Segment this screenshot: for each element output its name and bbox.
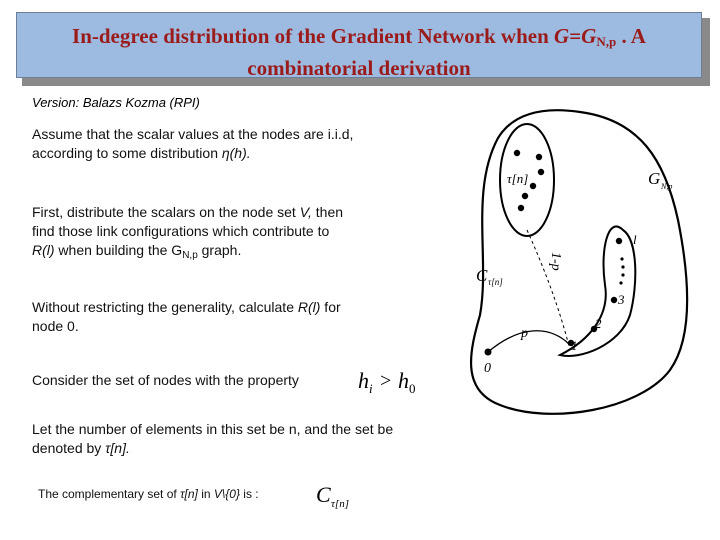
node-l-label: l xyxy=(633,232,637,247)
p2-Rl: R(l) xyxy=(32,242,55,258)
p1-line2: according to some distribution xyxy=(32,145,222,161)
slide-title xyxy=(16,12,702,78)
tau-node xyxy=(514,150,520,156)
paragraph-complementary xyxy=(38,485,259,504)
p2-e: graph. xyxy=(197,242,242,258)
version-author: Balazs Kozma xyxy=(82,95,166,110)
graph-label: G xyxy=(648,169,661,188)
paragraph-let xyxy=(32,420,452,458)
ellipsis-dot xyxy=(619,281,622,284)
version-label: Version: xyxy=(32,95,83,110)
title-g2: G xyxy=(581,24,597,48)
tau-node xyxy=(518,205,524,211)
complement-label: C xyxy=(476,266,488,285)
formula-i: i xyxy=(369,381,373,396)
node-0-label: 0 xyxy=(484,361,491,376)
p2-a: First, distribute the scalars on the node set xyxy=(32,204,300,220)
title-g2-sub: N,p xyxy=(596,34,617,49)
title-g1: G xyxy=(554,24,570,48)
node-3-label: 3 xyxy=(618,292,625,307)
formula-c-tau-n xyxy=(314,482,364,514)
ellipsis-dot xyxy=(621,265,624,268)
tau-node xyxy=(530,183,536,189)
title-eq: = xyxy=(569,24,582,48)
p1-line1: Assume that the scalar values at the nodes are i.i.d, xyxy=(32,126,354,142)
node-l xyxy=(616,238,622,244)
p6-V: V\{0} xyxy=(213,487,240,501)
version-line xyxy=(32,95,200,110)
formula-Csub: τ[n] xyxy=(331,498,349,510)
formula-hi-gt-h0 xyxy=(356,366,426,396)
node-0 xyxy=(485,349,492,356)
formula-zero: 0 xyxy=(409,381,416,396)
formula-gt: > xyxy=(380,370,392,392)
ellipsis-dot xyxy=(621,273,624,276)
p2-d: when building the G xyxy=(54,242,183,258)
p6-c: is : xyxy=(239,487,259,501)
ellipsis-dot xyxy=(620,257,623,260)
p3-a: Without restricting the generality, calculate xyxy=(32,299,298,315)
node-3 xyxy=(611,297,617,303)
p3-node: node 0. xyxy=(32,318,79,334)
paragraph-without-restricting xyxy=(32,298,432,336)
formula-h: h xyxy=(358,368,369,393)
p5-a: Let the number of elements in this set be n, and the set be xyxy=(32,421,394,437)
one-minus-p-label: 1-p xyxy=(548,252,563,271)
tau-node xyxy=(536,154,542,160)
paragraph-assume xyxy=(32,125,432,163)
p2-c: find those link configurations which contribute to xyxy=(32,223,330,239)
p1-eta: η(h). xyxy=(221,145,251,161)
p6-b: in xyxy=(197,487,214,501)
graph-label-sub: N,p xyxy=(661,182,673,191)
title-line2: combinatorial derivation xyxy=(247,56,471,80)
node-2-label: 2 xyxy=(595,316,602,331)
complement-label-sub: τ[n] xyxy=(488,277,503,287)
version-affil: (RPI) xyxy=(165,95,200,110)
p2-b: then xyxy=(311,204,344,220)
formula-h0: h xyxy=(398,368,409,393)
network-diagram xyxy=(440,100,700,420)
tau-node xyxy=(538,169,544,175)
p3-b: for xyxy=(320,299,341,315)
title-dot-a: . A xyxy=(616,24,646,48)
title-prefix: In-degree distribution of the Gradient Network when xyxy=(72,24,555,48)
p-label: p xyxy=(521,326,528,341)
p2-V: V, xyxy=(299,204,312,220)
p3-Rl: R(l) xyxy=(297,299,321,315)
formula-C: C xyxy=(316,482,331,507)
p4-text: Consider the set of nodes with the property xyxy=(32,372,299,388)
p5-tau: τ[n]. xyxy=(105,440,130,456)
node-1-label: 1 xyxy=(571,338,578,353)
tau-label: τ[n] xyxy=(507,171,529,186)
p2-sub: N,p xyxy=(182,250,198,261)
paragraph-consider xyxy=(32,371,362,390)
paragraph-distribute xyxy=(32,203,432,265)
tau-node xyxy=(522,193,528,199)
p6-tau: τ[n] xyxy=(180,487,198,501)
p5-b: denoted by xyxy=(32,440,106,456)
p6-a: The complementary set of xyxy=(38,487,181,501)
